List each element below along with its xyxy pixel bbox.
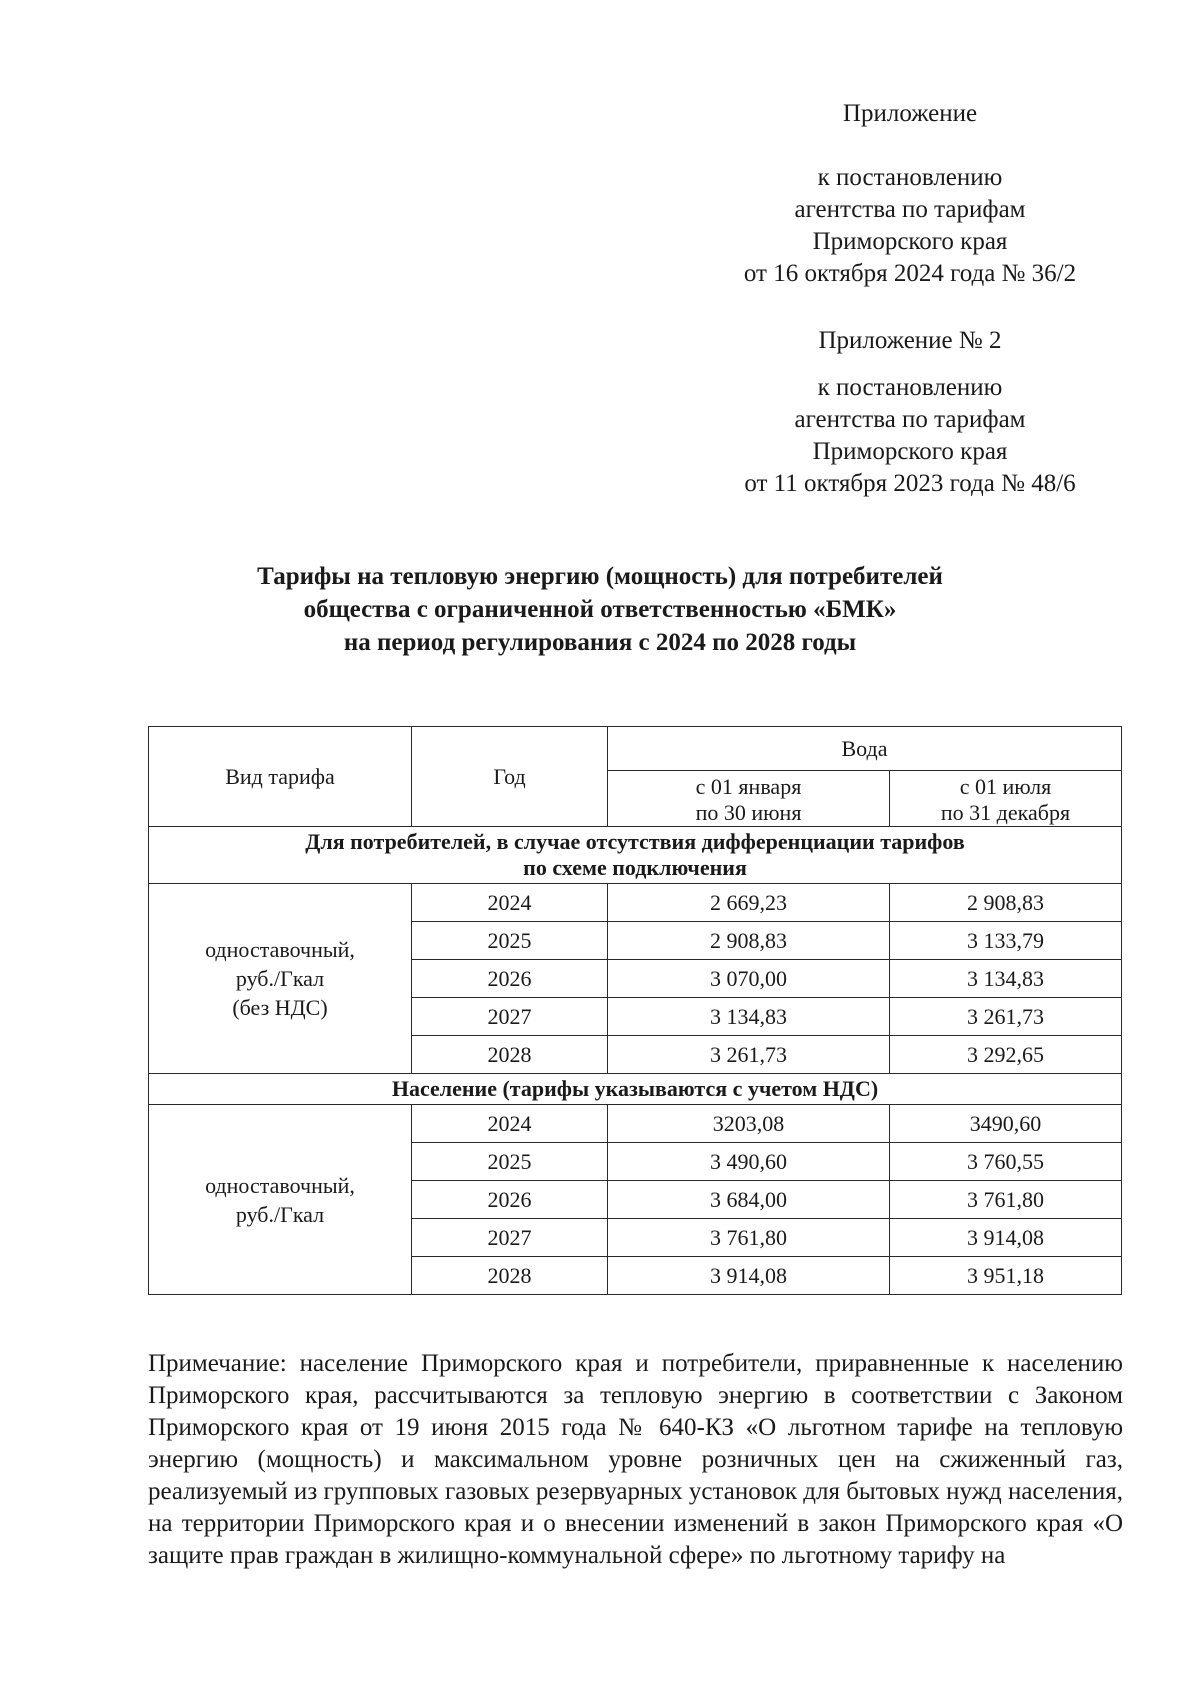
attachment-2-line: от 11 октября 2023 года № 48/6 [744, 470, 1076, 497]
year-cell: 2024 [412, 884, 608, 922]
first-half-value: 3203,08 [608, 1105, 890, 1143]
tariff-type-line: руб./Гкал [235, 1201, 325, 1227]
header-period-first-half [608, 771, 890, 827]
note-paragraph: Примечание: население Приморского края и потребители, приравненные к населению Приморского края, рассчитываются за тепловую энергию в соответствии с Законом Приморского края от 19 июня 2015 года № 640-КЗ «О льготном тарифе на тепловую энергию (мощность) и максимальном уровне розничных цен на сжиженный газ, реализуемый из групповых газовых резервуарных установок для бытовых нужд населения, на территории Приморского края и о внесении изменений в закон Приморского края «О защите прав граждан в жилищно-коммунальной сфере» по льготному тарифу на [148, 1350, 1123, 1569]
title-line: на период регулирования с 2024 по 2028 годы [343, 629, 857, 656]
first-half-value: 3 684,00 [608, 1181, 890, 1219]
section-heading-line: Население (тарифы указываются с учетом НДС) [391, 1076, 879, 1101]
first-half-value: 3 070,00 [608, 960, 890, 998]
header-year: Год [412, 727, 608, 827]
section-heading-population [149, 1074, 1122, 1105]
first-half-value: 3 134,83 [608, 998, 890, 1036]
attachment-2-reference [715, 372, 1105, 500]
year-cell: 2026 [412, 960, 608, 998]
section-heading-line: Для потребителей, в случае отсутствия дифференциации тарифов [305, 829, 965, 854]
second-half-value: 3 761,80 [890, 1181, 1122, 1219]
title-line: общества с ограниченной ответственностью «БМК» [303, 596, 897, 623]
attachment-1-title: Приложение [842, 100, 978, 127]
second-half-value: 3 760,55 [890, 1143, 1122, 1181]
attachment-2-line: к постановлению [817, 374, 1003, 401]
attachment-1-line: агентства по тарифам [794, 196, 1026, 223]
year-cell: 2025 [412, 922, 608, 960]
second-half-value: 3 951,18 [890, 1257, 1122, 1295]
second-half-value: 3 261,73 [890, 998, 1122, 1036]
year-cell: 2028 [412, 1036, 608, 1074]
attachment-2-line: агентства по тарифам [794, 406, 1026, 433]
first-half-value: 3 914,08 [608, 1257, 890, 1295]
table-row [149, 884, 1122, 922]
year-cell: 2027 [412, 998, 608, 1036]
tariff-type-line: (без НДС) [232, 995, 328, 1020]
year-cell: 2028 [412, 1257, 608, 1295]
second-half-value: 3 292,65 [890, 1036, 1122, 1074]
attachment-1-line: от 16 октября 2024 года № 36/2 [743, 260, 1077, 287]
period-line: по 31 декабря [940, 799, 1071, 825]
second-half-value: 3490,60 [890, 1105, 1122, 1143]
document-title [150, 560, 1050, 659]
first-half-value: 3 490,60 [608, 1143, 890, 1181]
attachment-1-line: к постановлению [817, 164, 1003, 191]
period-line: с 01 января [695, 773, 802, 799]
second-half-value: 3 914,08 [890, 1219, 1122, 1257]
header-tariff-type: Вид тарифа [149, 727, 412, 827]
year-cell: 2026 [412, 1181, 608, 1219]
title-line: Тарифы на тепловую энергию (мощность) для потребителей [257, 563, 943, 590]
attachment-2-line: Приморского края [812, 438, 1008, 465]
year-cell: 2027 [412, 1219, 608, 1257]
tariff-type-line: одноставочный, [205, 1172, 355, 1198]
year-cell: 2025 [412, 1143, 608, 1181]
attachment-1-reference [715, 162, 1105, 290]
second-half-value: 3 133,79 [890, 922, 1122, 960]
section-heading-consumers [149, 827, 1122, 884]
attachment-2-title: Приложение № 2 [818, 327, 1002, 354]
table-row [149, 1105, 1122, 1143]
tariff-type-line: руб./Гкал [235, 966, 325, 991]
attachment-1-line: Приморского края [812, 228, 1008, 255]
second-half-value: 2 908,83 [890, 884, 1122, 922]
first-half-value: 3 761,80 [608, 1219, 890, 1257]
header-water: Вода [608, 727, 1122, 771]
first-half-value: 3 261,73 [608, 1036, 890, 1074]
first-half-value: 2 908,83 [608, 922, 890, 960]
year-cell: 2024 [412, 1105, 608, 1143]
tariff-type-line: одноставочный, [205, 937, 355, 962]
tariff-type-label [149, 1105, 412, 1295]
first-half-value: 2 669,23 [608, 884, 890, 922]
period-line: с 01 июля [959, 773, 1052, 799]
tariff-table [148, 726, 1122, 1295]
period-line: по 30 июня [695, 799, 802, 825]
tariff-type-label [149, 884, 412, 1074]
section-heading-line: по схеме подключения [523, 855, 747, 880]
header-period-second-half [890, 771, 1122, 827]
second-half-value: 3 134,83 [890, 960, 1122, 998]
